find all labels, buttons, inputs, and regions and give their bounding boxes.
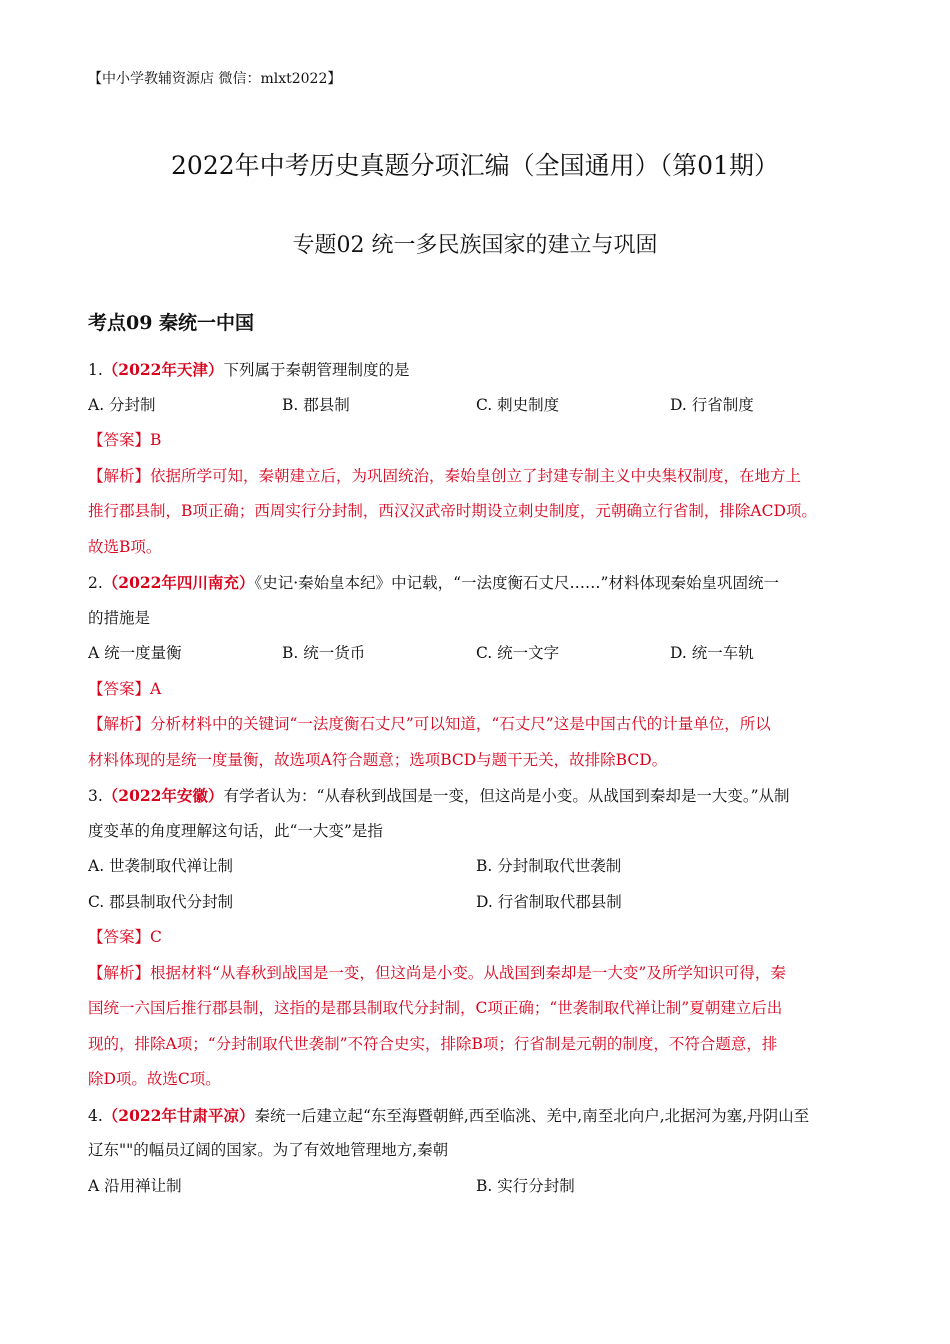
option-a: A 统一度量衡 xyxy=(88,644,182,662)
question-source: （2022年天津） xyxy=(102,360,224,379)
option-b: B. 郡县制 xyxy=(282,395,350,414)
question-2-stem-cont: 的措施是 xyxy=(88,608,151,627)
option-a: A. 世袭制取代禅让制 xyxy=(88,857,234,875)
question-3-stem-cont: 度变革的角度理解这句话，此“一大变”是指 xyxy=(88,821,383,840)
question-1-analysis-line: 故选B项。 xyxy=(88,537,162,556)
option-d: D. 行省制度 xyxy=(670,395,754,414)
question-1-answer: 【答案】B xyxy=(88,431,162,449)
option-a: A 沿用禅让制 xyxy=(88,1176,182,1195)
question-3-analysis-line: 现的，排除A项；“分封制取代世袭制”不符合史实，排除B项；行省制是元朝的制度，不符合题意，排 xyxy=(88,1034,778,1053)
question-1-options xyxy=(88,388,868,424)
option-a: A. 分封制 xyxy=(88,395,156,414)
option-c: C. 刺史制度 xyxy=(476,395,560,414)
question-2-analysis-line: 材料体现的是统一度量衡，故选项A符合题意；选项BCD与题干无关，故排除BCD。 xyxy=(88,750,668,769)
question-3-answer: 【答案】C xyxy=(88,928,162,946)
question-1-analysis-line: 【解析】依据所学可知，秦朝建立后，为巩固统治，秦始皇创立了封建专制主义中央集权制度，在地方上 xyxy=(88,466,802,485)
option-d: D. 行省制取代郡县制 xyxy=(476,892,622,911)
question-list xyxy=(88,352,868,1204)
option-c: C. 统一文字 xyxy=(476,644,560,662)
question-source: （2022年四川南充） xyxy=(102,573,255,592)
question-1-stem: 1.（2022年天津）下列属于秦朝管理制度的是 xyxy=(88,360,410,379)
question-2-options xyxy=(88,636,868,672)
main-title: 2022年中考历史真题分项汇编（全国通用）（第01期） xyxy=(171,151,779,180)
question-source: （2022年安徽） xyxy=(102,786,224,805)
question-4-options-row-1 xyxy=(88,1169,868,1205)
question-2-answer: 【答案】A xyxy=(88,679,162,698)
header-note: 【中小学教辅资源店 微信：mlxt2022】 xyxy=(88,71,342,87)
question-3-options-row-1 xyxy=(88,849,868,885)
option-d: D. 统一车轨 xyxy=(670,644,754,662)
question-2-stem: 2.（2022年四川南充）《史记·秦始皇本纪》中记载，“一法度衡石丈尺……”材料体现秦始皇巩固统一 xyxy=(88,573,779,592)
sub-title: 专题02 统一多民族国家的建立与巩固 xyxy=(292,233,658,258)
question-3-options-row-2 xyxy=(88,885,868,921)
section-heading: 考点09 秦统一中国 xyxy=(88,312,255,334)
option-b: B. 分封制取代世袭制 xyxy=(476,857,622,875)
question-2-analysis-line: 【解析】分析材料中的关键词“一法度衡石丈尺”可以知道，“石丈尺”这是中国古代的计量单位，所以 xyxy=(88,715,771,733)
question-4-stem-cont: 辽东""的幅员辽阔的国家。为了有效地管理地方,秦朝 xyxy=(88,1141,449,1159)
question-4-stem: 4.（2022年甘肃平凉）秦统一后建立起“东至海暨朝鲜,西至临洮、羌中,南至北向户,北据河为塞,丹阴山至 xyxy=(88,1105,810,1125)
question-3-analysis-line: 除D项。故选C项。 xyxy=(88,1070,221,1088)
question-source: （2022年甘肃平凉） xyxy=(102,1105,255,1125)
option-b: B. 统一货币 xyxy=(282,644,366,662)
option-b: B. 实行分封制 xyxy=(476,1176,575,1195)
question-3-stem: 3.（2022年安徽）有学者认为：“从春秋到战国是一变，但这尚是小变。从战国到秦却是一大变。”从制 xyxy=(88,786,790,805)
question-1-analysis-line: 推行郡县制，B项正确；西周实行分封制，西汉汉武帝时期设立刺史制度，元朝确立行省制，排除ACD项。 xyxy=(88,502,817,520)
question-3-analysis-line: 国统一六国后推行郡县制，这指的是郡县制取代分封制，C项正确；“世袭制取代禅让制”夏朝建立后出 xyxy=(88,999,783,1017)
question-3-analysis-line: 【解析】根据材料“从春秋到战国是一变，但这尚是小变。从战国到秦却是一大变”及所学知识可得，秦 xyxy=(88,963,786,982)
option-c: C. 郡县制取代分封制 xyxy=(88,892,234,911)
